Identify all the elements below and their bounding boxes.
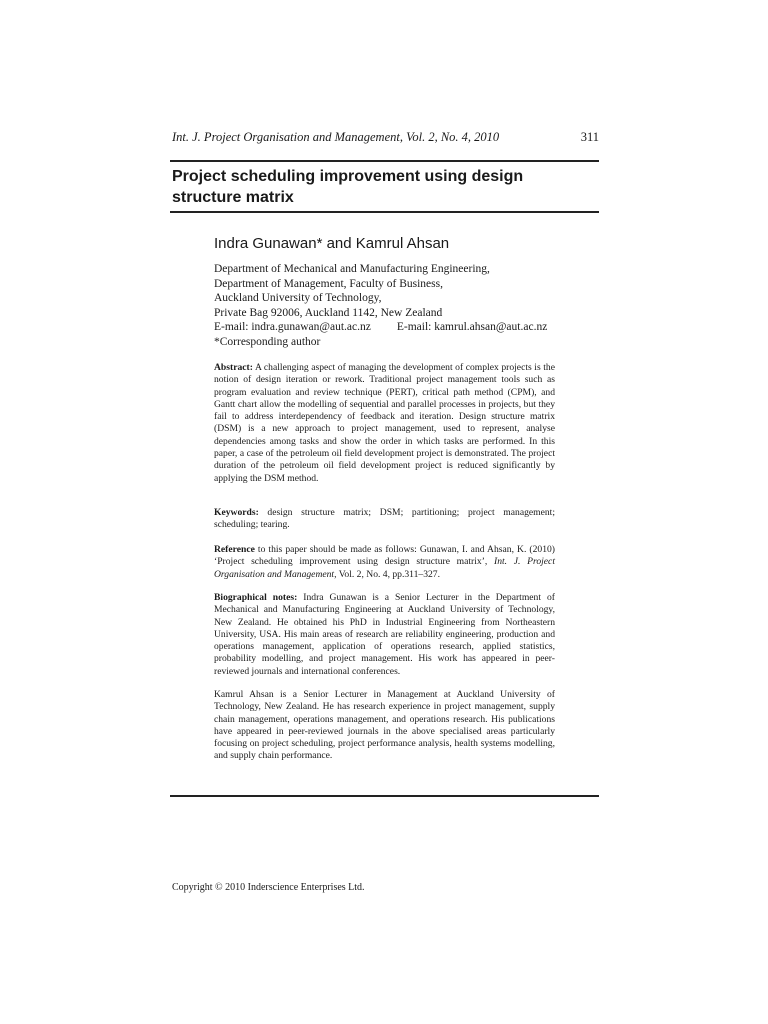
copyright-notice: Copyright © 2010 Inderscience Enterprises Ltd. [172, 882, 365, 893]
author-affiliations [214, 262, 599, 349]
abstract-text: A challenging aspect of managing the development of complex projects is the notion of design iteration or rework. Traditional project management tools such as program evaluation and review technique (PERT), critical path method (CPM), and Gantt chart allow the modelling of sequential and parallel processes in projects, but they fail to address interdependency of feedback and iteration. Design structure matrix (DSM) is a new approach to project management, used to represent, analyse dependencies among tasks and show the order in which tasks are performed. In this paper, a case of the petroleum oil field development project is demonstrated. The project duration of the petroleum oil field development project is reduced significantly by applying the DSM method. [214, 362, 555, 484]
author-names: Indra Gunawan* and Kamrul Ahsan [214, 235, 450, 252]
affiliation-line: Auckland University of Technology, [214, 292, 382, 304]
biographical-notes [214, 592, 555, 678]
affiliation-line: Department of Management, Faculty of Business, [214, 277, 443, 290]
page-number: 311 [580, 130, 599, 144]
keywords-text: design structure matrix; DSM; partitioning; project management; scheduling; tearing. [214, 507, 555, 531]
affiliation-line: Department of Mechanical and Manufacturing Engineering, [214, 263, 490, 275]
reference-text: to this paper should be made as follows: Gunawan, I. and Ahsan, K. (2010) ‘Project scheduling improvement using design structure matrix’, [214, 544, 555, 568]
citation-reference [214, 544, 555, 581]
front-matter-bottom-rule [170, 795, 599, 797]
paper-title-line-2: structure matrix [172, 189, 294, 206]
paper-title-line-1: Project scheduling improvement using design [172, 168, 524, 185]
email-author-1: E-mail: indra.gunawan@aut.ac.nz [214, 321, 371, 333]
reference-tail: , Vol. 2, No. 4, pp.311–327. [334, 568, 440, 580]
paper-title [172, 166, 592, 208]
affiliation-line: Private Bag 92006, Auckland 1142, New Zealand [214, 306, 443, 319]
title-bottom-rule [170, 211, 599, 213]
bio-label: Biographical notes: [214, 592, 298, 603]
journal-running-head: Int. J. Project Organisation and Management, Vol. 2, No. 4, 2010 [172, 130, 500, 144]
abstract [214, 362, 555, 485]
reference-label: Reference [214, 544, 255, 555]
bio-text-author-1: Indra Gunawan is a Senior Lecturer in the Department of Mechanical and Manufacturing Engineering at Auckland University of Technology, New Zealand. He obtained his PhD in Industrial Engineering from Northeastern University, USA. His main areas of research are reliability engineering, production and operations management, application of operations research, applied statistics, probability modelling, and project management. His work has appeared in peer-reviewed journals and international conferences. [214, 592, 556, 677]
email-author-2: E-mail: kamrul.ahsan@aut.ac.nz [396, 321, 548, 333]
abstract-label: Abstract: [214, 362, 253, 373]
title-top-rule [170, 160, 599, 162]
reference-journal: Int. J. Project Organisation and Management [214, 556, 555, 580]
corresponding-author-note: *Corresponding author [214, 335, 321, 348]
email-line [214, 320, 599, 335]
bio-text-author-2: Kamrul Ahsan is a Senior Lecturer in Management at Auckland University of Technology, New Zealand. He has research experience in project management, supply chain management, operations management, and operations research. His publications have appeared in peer-reviewed journals in the above specialised areas particularly focusing on project scheduling, project performance analysis, health systems modelling, and supply chain performance. [214, 689, 555, 762]
keywords [214, 507, 555, 532]
keywords-label: Keywords: [214, 507, 259, 518]
